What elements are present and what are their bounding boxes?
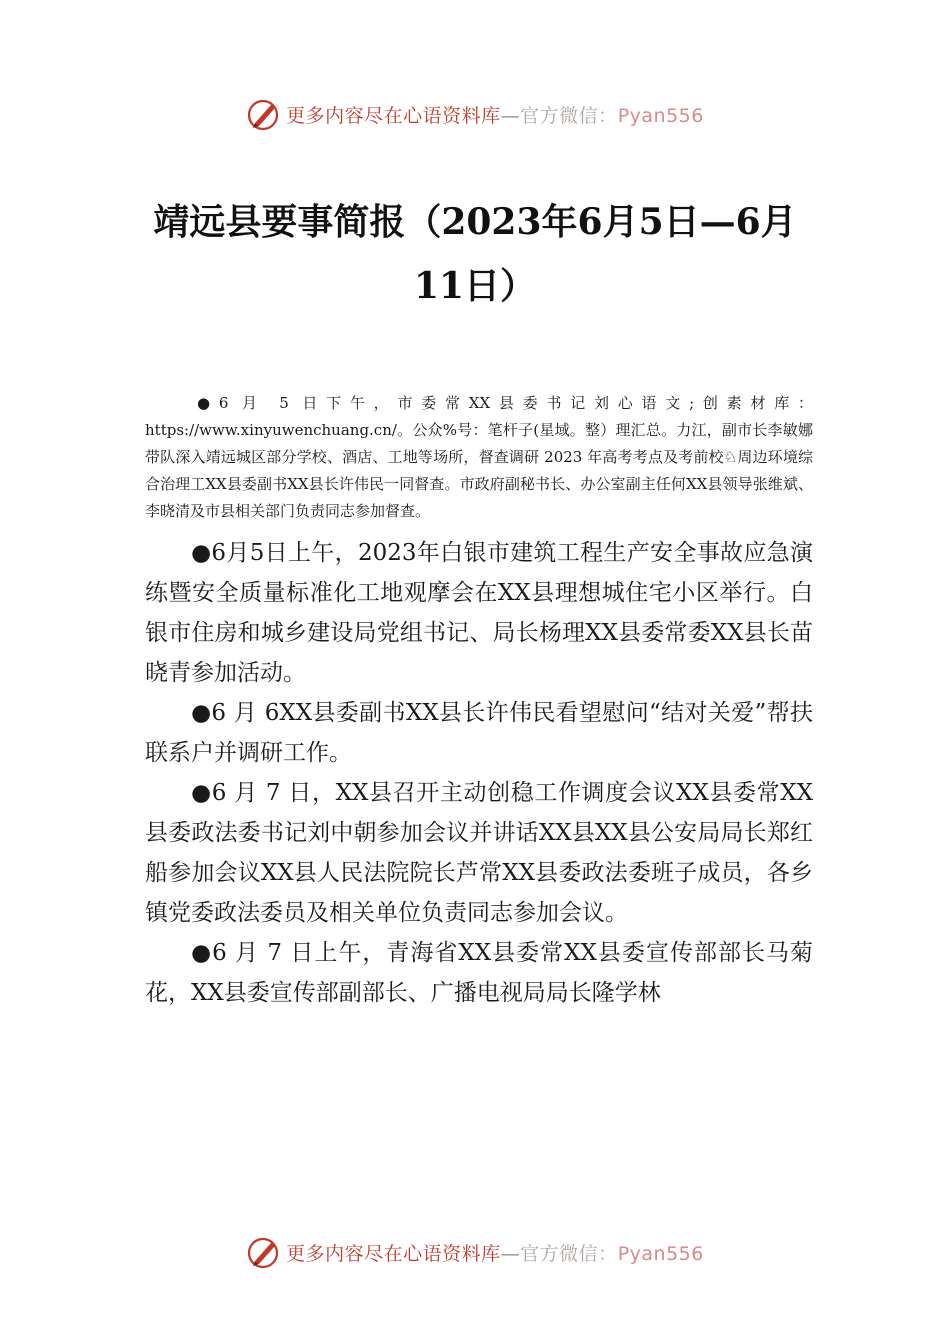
paragraph-text: 6 月 6XX县委副书XX县长许伟民看望慰问“结对关爱”帮扶联系户并调研工作。 (145, 700, 813, 766)
watermark-wechat-label: 官方微信： (520, 1242, 618, 1265)
watermark-separator: — (500, 104, 521, 127)
watermark-brand: 更多内容尽在心语资料库 (286, 1242, 501, 1265)
watermark-wechat-id: Pyan556 (617, 104, 704, 127)
paragraph-2 (145, 533, 813, 693)
watermark-text (286, 101, 704, 128)
pen-logo-icon (246, 96, 282, 132)
watermark-brand: 更多内容尽在心语资料库 (286, 104, 501, 127)
paragraph-1 (145, 390, 813, 525)
watermark-banner-top (0, 94, 950, 134)
paragraph-5 (145, 933, 813, 1013)
watermark-text (286, 1239, 704, 1266)
document-title: 靖远县要事简报（2023年6月5日—6月11日） (153, 201, 797, 307)
paragraph-text: 6月5日上午，2023年白银市建筑工程生产安全事故应急演练暨安全质量标准化工地观摩会在XX县理想城住宅小区举行。白银市住房和城乡建设局党组书记、局长杨理XX县委常委XX县长苗晓青参加活动。 (145, 540, 813, 686)
paragraph-4 (145, 773, 813, 933)
watermark-wechat-label: 官方微信： (520, 104, 618, 127)
paragraph-3 (145, 693, 813, 773)
document-body (145, 390, 813, 1013)
bullet-icon: ● (191, 700, 212, 726)
paragraph-text: 6 月 5 日下午，市委常XX县委书记刘心语文;创素材库：https://www.xinyuwenchuang.cn/。公众%号：笔杆子(星域。整）理汇总。力江，副市长李敏娜带队深入靖远城区部分学校、酒店、工地等场所，督查调研 2023 年高考考点及考前校♘周边环境综合治理工XX县委副书XX县长许伟民一同督查。市政府副秘书长、办公室副主任何XX县领导张维斌、李晓清及市县相关部门负责同志参加督查。 (145, 394, 814, 520)
watermark-separator: — (500, 1242, 521, 1265)
bullet-icon: ● (191, 940, 213, 966)
watermark-banner-bottom (0, 1232, 950, 1272)
bullet-icon: ● (191, 780, 212, 806)
bullet-icon: ● (191, 540, 212, 566)
pen-logo-icon (246, 1234, 282, 1270)
watermark-wechat-id: Pyan556 (617, 1242, 704, 1265)
bullet-icon: ● (197, 394, 219, 412)
paragraph-text: 6 月 7 日上午，青海省XX县委常XX县委宣传部部长马菊花，XX县委宣传部副部长、广播电视局局长隆学林 (145, 940, 813, 1006)
paragraph-text: 6 月 7 日，XX县召开主动创稳工作调度会议XX县委常XX县委政法委书记刘中朝参加会议并讲话XX县XX县公安局局长郑红船参加会议XX县人民法院院长芦常XX县委政法委班子成员，各乡镇党委政法委员及相关单位负责同志参加会议。 (145, 780, 813, 926)
